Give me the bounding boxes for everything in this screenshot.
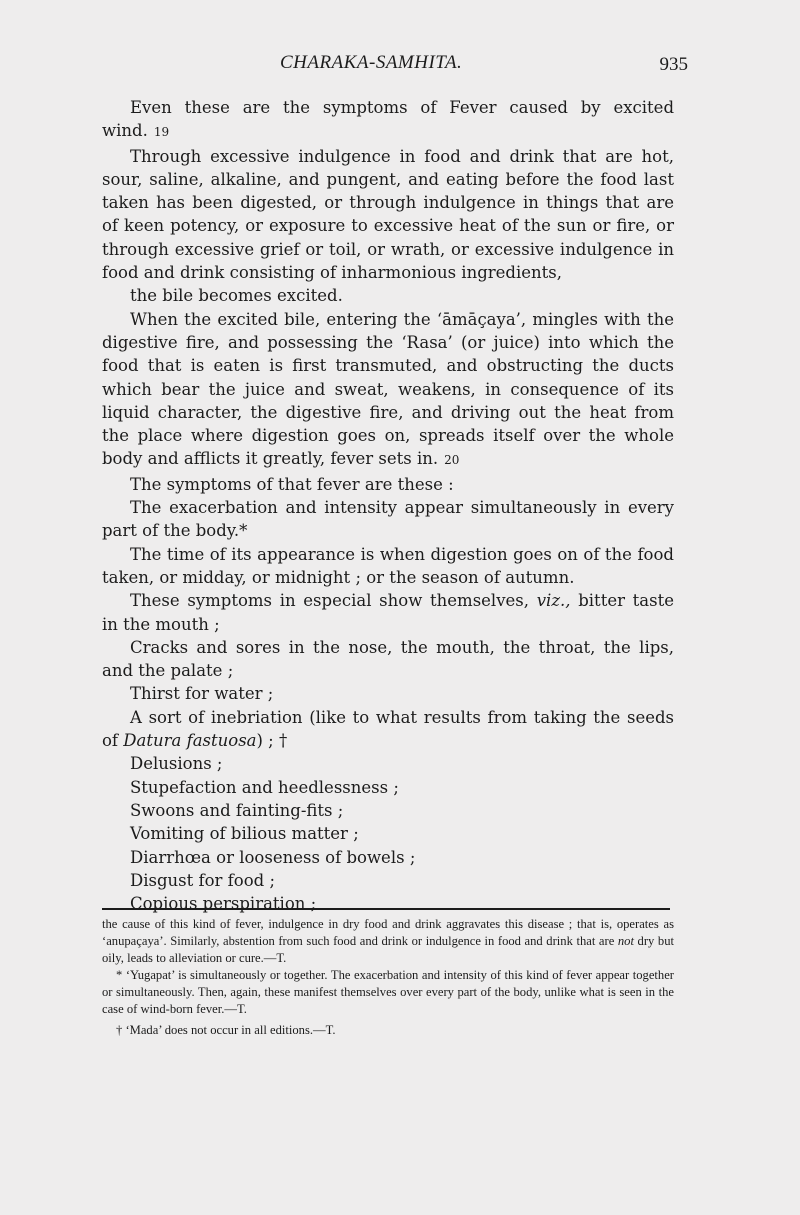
footnote-text: dry but oily, leads to alleviation or cure.—T. bbox=[102, 934, 674, 965]
list-item: Stupefaction and heedlessness ; bbox=[130, 777, 399, 797]
italic-not: not bbox=[617, 934, 634, 948]
footnote-text: the cause of this kind of fever, indulgence in dry food and drink aggravates this disease ; that is, operates as ‘anupaçaya’. Similarly, abstention from such food and drink or indulgence in food and drink that are bbox=[102, 917, 674, 948]
list-item: Copious perspiration ; bbox=[130, 894, 317, 914]
verse-number: 20 bbox=[444, 453, 460, 468]
paragraph bbox=[102, 96, 674, 145]
list-item: Diarrhœa or looseness of bowels ; bbox=[130, 847, 416, 867]
list-item: Vomiting of bilious matter ; bbox=[130, 824, 359, 844]
paragraph: The symptoms of that fever are these : bbox=[130, 474, 454, 494]
paragraph: Through excessive indulgence in food and drink that are hot, sour, saline, alkaline, and pungent, and eating before the food last taken has been digested, or through indulgence in things that are of keen potency, or exposure to excessive heat of the sun or fire, or through excessive grief or toil, or wrath, or excessive indulgence in food and drink consisting of inharmonious ingredients, bbox=[102, 146, 674, 283]
paragraph-text: Even these are the symptoms of Fever caused by excited wind. bbox=[102, 98, 674, 141]
paragraph-text: When the excited bile, entering the ‘āmāçaya’, mingles with the digestive fire, and possessing the ‘Rasa’ (or juice) into which the food that is eaten is first transmuted, and obstructing the ducts which bear the juice and sweat, weakens, in consequence of its liquid character, the digestive fire, and driving out the heat from the place where digestion goes on, spreads itself over the whole body and afflicts it greatly, fever sets in. bbox=[102, 309, 674, 469]
paragraph: The exacerbation and intensity appear simultaneously in every part of the body.* bbox=[102, 498, 674, 541]
paragraph-text: bitter taste in the mouth ; bbox=[102, 591, 674, 634]
paragraph: Cracks and sores in the nose, the mouth, the throat, the lips, and the palate ; bbox=[102, 637, 674, 681]
footnote bbox=[102, 916, 674, 967]
footnotes bbox=[102, 916, 674, 1039]
paragraph bbox=[102, 589, 674, 636]
list-item: Delusions ; bbox=[130, 754, 223, 774]
paragraph bbox=[102, 706, 674, 753]
paragraph-text: These symptoms in especial show themselves, bbox=[130, 591, 530, 611]
list-item: Swoons and fainting-fits ; bbox=[130, 800, 344, 820]
paragraph-text: ) ; † bbox=[256, 731, 288, 751]
paragraph bbox=[102, 308, 674, 473]
footnote-divider bbox=[102, 908, 670, 910]
paragraph-text: A sort of inebriation (like to what results from taking the seeds of bbox=[102, 707, 674, 751]
paragraph: The time of its appearance is when digestion goes on of the food taken, or midday, or midnight ; or the season of autumn. bbox=[102, 544, 674, 587]
verse-number: 19 bbox=[153, 125, 170, 140]
paragraph: the bile becomes excited. bbox=[130, 286, 343, 306]
main-text bbox=[102, 96, 674, 915]
page-number: 935 bbox=[659, 54, 688, 75]
paragraph: Thirst for water ; bbox=[130, 684, 274, 704]
footnote: † ‘Mada’ does not occur in all editions.—T. bbox=[116, 1023, 336, 1037]
running-head: CHARAKA-SAMHITA. bbox=[280, 52, 463, 73]
footnote: * ‘Yugapat’ is simultaneously or together. The exacerbation and intensity of this kind of fever appear together or simultaneously. Then, again, these manifest themselves over every part of the body, unlike what is seen in the case of wind-born fever.—T. bbox=[102, 968, 674, 1016]
italic-viz: viz., bbox=[536, 591, 571, 611]
italic-botanical-name: Datura fastuosa bbox=[123, 731, 257, 751]
list-item: Disgust for food ; bbox=[130, 870, 276, 890]
